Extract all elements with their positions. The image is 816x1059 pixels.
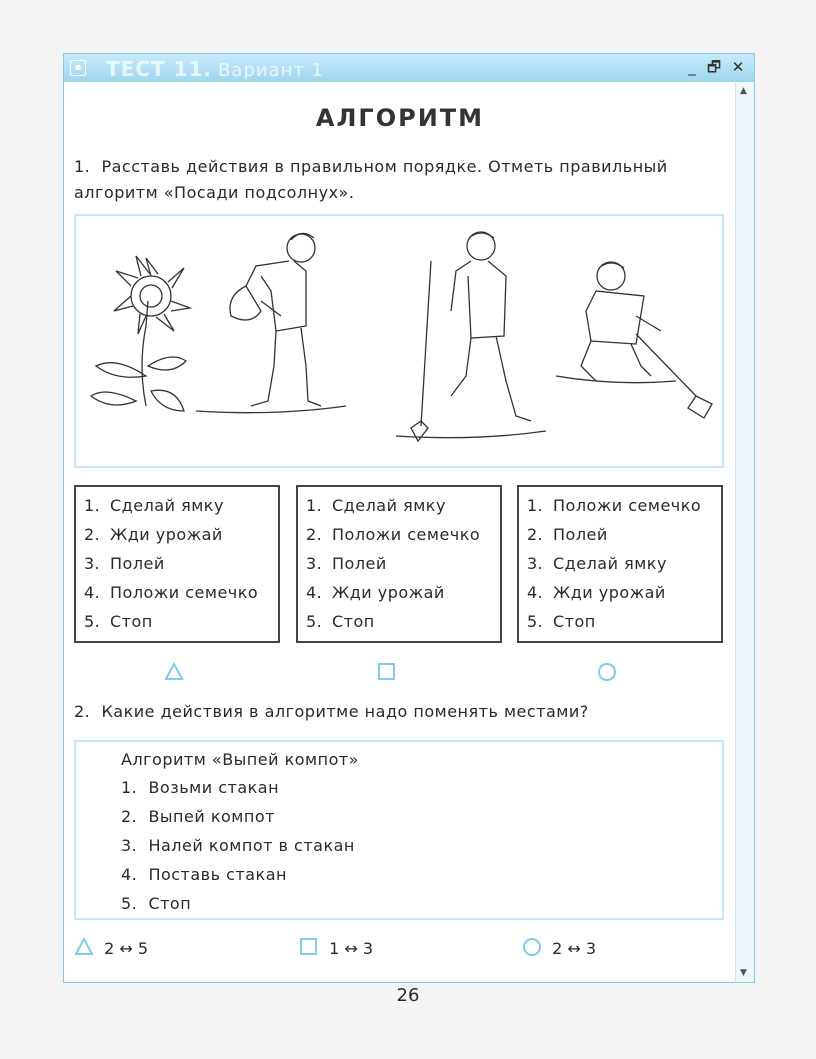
triangle-mark-icon — [74, 937, 94, 957]
algorithm-title: Алгоритм «Выпей компот» — [121, 750, 359, 769]
list-item: 3. Полей — [306, 554, 387, 573]
option-box-3 — [517, 485, 723, 643]
vertical-scrollbar[interactable] — [735, 82, 754, 982]
question-2-text: 2. Какие действия в алгоритме надо поменять местами? — [74, 702, 589, 721]
sunflower-illustration — [91, 256, 190, 411]
list-item: 5. Стоп — [527, 612, 596, 631]
circle-mark-icon — [522, 937, 542, 957]
square-mark-icon[interactable] — [377, 662, 397, 682]
option-box-2 — [296, 485, 502, 643]
list-item: 5. Стоп — [306, 612, 375, 631]
answer-option-3[interactable]: 2 ↔ 3 — [522, 937, 596, 958]
list-item: 2. Выпей компот — [121, 807, 275, 826]
page-number: 26 — [396, 985, 420, 1006]
triangle-mark-icon[interactable] — [164, 662, 184, 682]
list-item: 4. Положи семечко — [84, 583, 259, 602]
illustration-panel — [74, 214, 724, 468]
square-mark-icon — [299, 937, 319, 957]
list-item: 1. Сделай ямку — [306, 496, 446, 515]
list-item: 1. Сделай ямку — [84, 496, 224, 515]
algorithm-box — [74, 740, 724, 920]
scroll-down-icon[interactable]: ▼ — [740, 968, 747, 978]
list-item: 2. Жди урожай — [84, 525, 223, 544]
test-window — [63, 53, 755, 983]
list-item: 5. Стоп — [121, 894, 192, 913]
title-bar — [64, 54, 754, 82]
boy-planting-illustration — [556, 262, 712, 418]
close-button[interactable]: ✕ — [731, 58, 745, 76]
list-item: 3. Полей — [84, 554, 165, 573]
question-1-text: 1. Расставь действия в правильном порядке. Отметь правильный алгоритм «Посади подсолнух». — [74, 157, 668, 202]
list-item: 4. Поставь стакан — [121, 865, 287, 884]
boy-digging-illustration — [396, 232, 546, 441]
scroll-up-icon[interactable]: ▲ — [740, 86, 747, 96]
boy-watering-illustration — [196, 233, 346, 412]
option-box-1 — [74, 485, 280, 643]
answer-option-2[interactable]: 1 ↔ 3 — [299, 937, 373, 958]
list-item: 3. Налей компот в стакан — [121, 836, 355, 855]
page-title: АЛГОРИТМ — [315, 104, 485, 132]
minimize-button[interactable]: _ — [688, 58, 696, 76]
list-item: 1. Положи семечко — [527, 496, 702, 515]
circle-mark-icon[interactable] — [597, 662, 617, 682]
list-item: 5. Стоп — [84, 612, 153, 631]
restore-button[interactable]: 🗗 — [706, 58, 722, 76]
list-item: 2. Положи семечко — [306, 525, 481, 544]
app-icon: ▪ — [70, 60, 86, 76]
list-item: 3. Сделай ямку — [527, 554, 667, 573]
list-item: 4. Жди урожай — [527, 583, 666, 602]
window-title: ТЕСТ 11. Вариант 1 — [106, 57, 324, 81]
list-item: 2. Полей — [527, 525, 608, 544]
list-item: 4. Жди урожай — [306, 583, 445, 602]
answer-option-1[interactable]: 2 ↔ 5 — [74, 937, 148, 958]
list-item: 1. Возьми стакан — [121, 778, 280, 797]
